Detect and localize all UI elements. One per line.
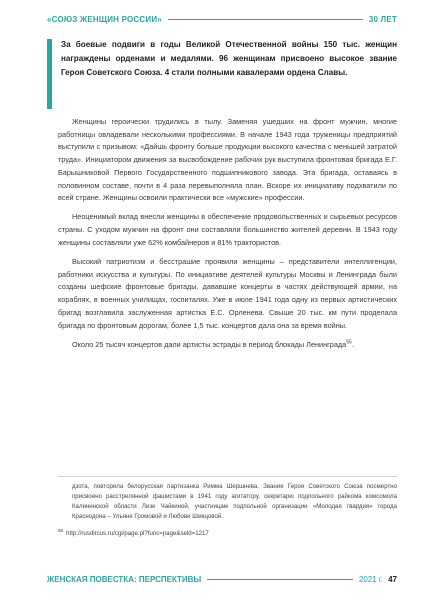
footer-year: 2021 г. [358,574,384,584]
running-footer [47,572,397,586]
footnotes [58,482,397,539]
paragraph-2: Неоценимый вклад внесли женщины в обеспечение продовольственных и сырьевых ресурсов страны. С уходом мужчин на фронт они составляли большинство жителей деревни. В 1943 году женщины составляли уже 62% комбайнеров и 81% трактористов. [58,212,397,247]
footer-rule [207,579,353,580]
paragraph-4-text: Около 25 тысяч концертов дали артисты эстрады в период блокады Ленинграда [72,339,347,349]
footnote-55-number: 55 [58,528,64,533]
footnote-55-link[interactable]: http://rusdircus.ru/cgi/page.pl?func=page&seld=1217 [66,530,209,538]
footnote-continuation: дзота, повторила белорусская партизанка Римма Шершнева. Звание Героя Советского Союза посмертно присвоено расстрелянной фашистами в 1941 году агитатору, секретарю подпольного райкома комсомола Калининской области Лизе Чайкиной, участницам подпольной организации «Молодая гвардия» города Краснодона – Ульяне Громовой и Любови Шевцовой. [72,483,397,520]
running-header [47,12,397,26]
paragraph-3: Высокий патриотизм и бесстрашие проявили женщины – представители интеллигенции, работники искусства и культуры. По инициативе деятелей культуры Москвы и Ленинграда были созданы шефские фронтовые бригады, дававшие концерты в частях действующей армии, на кораблях, в военных училищах, госпиталях. Уже в июле 1941 года одну из первых артистических бригад возглавила заслуженная артистка Е.С. Орленева. Свыше 20 тыс. км пути проделала бригада по фронтовым дорогам, более 1,5 тыс. концертов дала она за время войны. [58,257,397,330]
main-text [58,116,397,358]
header-year: 30 ЛЕТ [368,14,397,24]
callout-accent-bar [47,39,52,109]
header-rule [168,19,363,20]
paragraph-1: Женщины героически трудились в тылу. Заменяя ушедших на фронт мужчин, многие работницы овладевали несколькими профессиями. В начале 1943 года труженицы предприятий выступили с призывом: «Дайшь фронту больше продукции высокого качества с меньшей затратой труда». Инициатором движения за высвобождение рабочих рук выступила фронтовая бригада Е.Г. Барышниковой Первого Государственного подшипникового завода. Эта бригада, оставаясь в половинном составе, почти в 4 раза перевыполняла план. Вскоре их инициативу подхватили по всей стране. Женщины освоили практически все «мужские» профессии. [58,117,397,203]
footnote-55 [58,526,397,539]
footnote-ref-55: 55 [346,339,352,346]
footnote-divider [58,476,397,477]
header-title: «СОЮЗ ЖЕНЩИН РОССИИ» [47,14,162,24]
highlight-callout [47,38,397,110]
paragraph-4: Около 25 тысяч концертов дали артисты эстрады в период блокады Ленинграда$^{55}$. [72,339,354,349]
callout-text: За боевые подвиги в годы Великой Отечественной войны 150 тыс. женщин награждены орденами и медалями. 96 женщинам присвоено высокое звание Героя Советского Союза. 4 стали полными кавалерами ордена Славы. [61,40,397,77]
page-number: 47 [388,574,397,584]
footer-title: ЖЕНСКАЯ ПОВЕСТКА: ПЕРСПЕКТИВЫ [47,574,202,584]
